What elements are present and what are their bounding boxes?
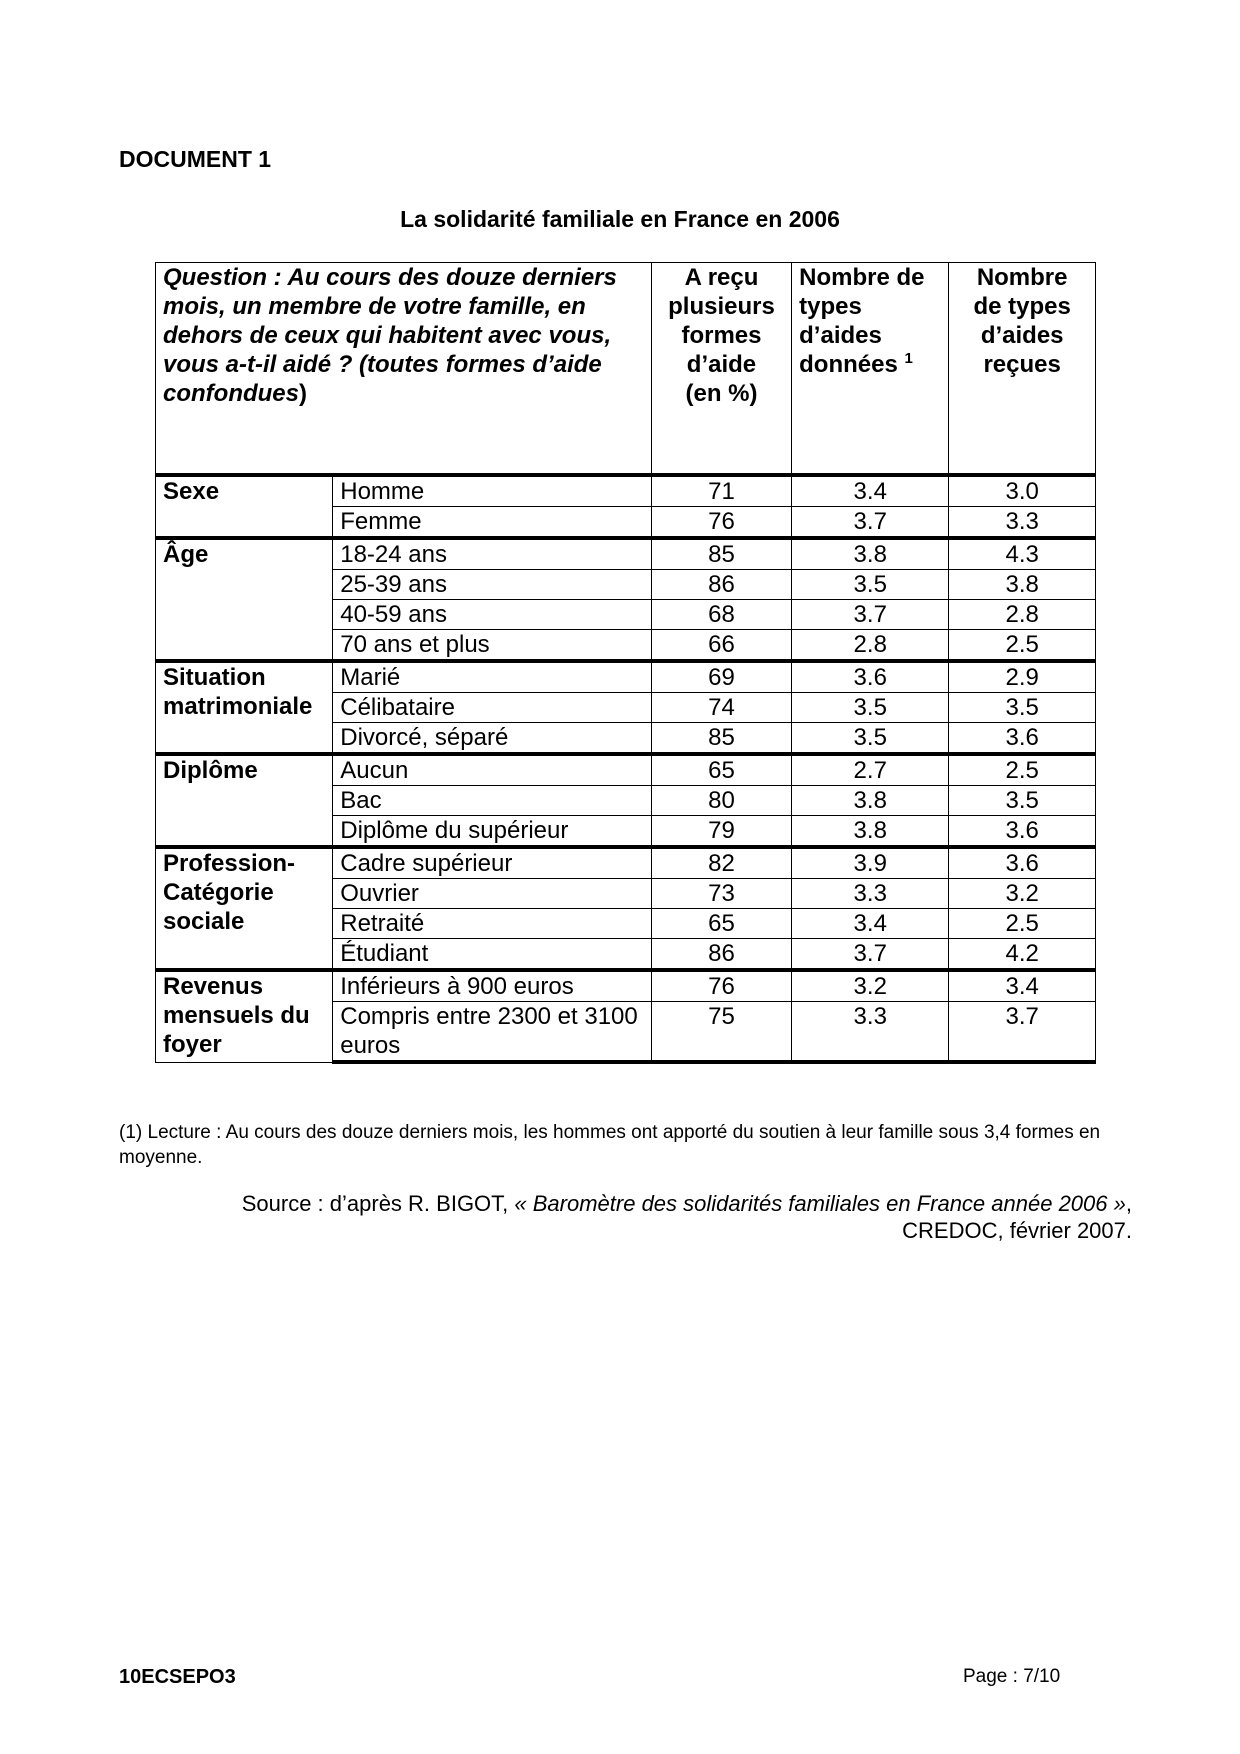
received-cell: 4.2: [949, 939, 1096, 971]
category-cell: Sexe: [156, 475, 333, 538]
given-header: [792, 263, 949, 476]
category-cell: Âge: [156, 538, 333, 661]
given-cell: 3.3: [792, 1002, 949, 1063]
pct-cell: 86: [651, 570, 791, 600]
row-label-cell: Cadre supérieur: [333, 847, 652, 879]
given-header-line: types: [799, 293, 862, 320]
row-label-cell: 70 ans et plus: [333, 630, 652, 662]
footer-code: 10ECSEPO3: [119, 1666, 236, 1688]
pct-header-line: plusieurs: [668, 293, 775, 320]
row-label-cell: 25-39 ans: [333, 570, 652, 600]
received-cell: 3.4: [949, 970, 1096, 1002]
given-cell: 3.5: [792, 723, 949, 755]
received-header-line: de types: [973, 293, 1071, 320]
given-cell: 3.6: [792, 661, 949, 693]
source-prefix: Source : d’après R. BIGOT,: [241, 1191, 515, 1216]
row-label-cell: 18-24 ans: [333, 538, 652, 570]
pct-cell: 66: [651, 630, 791, 662]
given-cell: 3.2: [792, 970, 949, 1002]
pct-cell: 76: [651, 507, 791, 539]
given-cell: 3.5: [792, 570, 949, 600]
pct-cell: 71: [651, 475, 791, 507]
received-cell: 2.5: [949, 630, 1096, 662]
table-row: [156, 754, 1096, 786]
pct-header-line: (en %): [685, 380, 758, 407]
row-label-cell: 40-59 ans: [333, 600, 652, 630]
received-cell: 3.6: [949, 723, 1096, 755]
given-cell: 3.8: [792, 538, 949, 570]
category-cell: Revenus mensuels du foyer: [156, 970, 333, 1062]
row-label-cell: Diplôme du supérieur: [333, 816, 652, 848]
footnote-marker: 1: [904, 350, 913, 367]
received-cell: 3.8: [949, 570, 1096, 600]
row-label-cell: Divorcé, séparé: [333, 723, 652, 755]
source-publisher: CREDOC, février 2007.: [902, 1218, 1132, 1243]
row-label-cell: Retraité: [333, 909, 652, 939]
pct-cell: 82: [651, 847, 791, 879]
given-header-line: d’aides: [799, 322, 882, 349]
pct-header-line: A reçu: [684, 264, 759, 291]
footer-page-number: Page : 7/10: [963, 1666, 1061, 1687]
given-header-line: données: [799, 351, 898, 378]
question-close: ): [299, 380, 307, 407]
row-label-cell: Inférieurs à 900 euros: [333, 970, 652, 1002]
solidarity-table: [155, 262, 1096, 1064]
pct-cell: 86: [651, 939, 791, 971]
pct-cell: 85: [651, 723, 791, 755]
given-cell: 3.4: [792, 475, 949, 507]
table-header-row: [156, 263, 1096, 476]
pct-cell: 76: [651, 970, 791, 1002]
received-cell: 3.6: [949, 847, 1096, 879]
table-row: [156, 970, 1096, 1002]
given-cell: 3.3: [792, 879, 949, 909]
received-cell: 3.3: [949, 507, 1096, 539]
given-cell: 3.7: [792, 939, 949, 971]
pct-cell: 74: [651, 693, 791, 723]
row-label-cell: Étudiant: [333, 939, 652, 971]
received-cell: 3.5: [949, 786, 1096, 816]
given-cell: 3.7: [792, 507, 949, 539]
row-label-cell: Compris entre 2300 et 3100 euros: [333, 1002, 652, 1063]
received-cell: 3.7: [949, 1002, 1096, 1063]
given-cell: 3.8: [792, 816, 949, 848]
row-label-cell: Aucun: [333, 754, 652, 786]
row-label-cell: Homme: [333, 475, 652, 507]
pct-cell: 79: [651, 816, 791, 848]
pct-cell: 85: [651, 538, 791, 570]
given-cell: 3.9: [792, 847, 949, 879]
given-header-line: Nombre de: [799, 264, 925, 291]
pct-header: [651, 263, 791, 476]
received-header: [949, 263, 1096, 476]
row-label-cell: Célibataire: [333, 693, 652, 723]
pct-cell: 73: [651, 879, 791, 909]
table-title: La solidarité familiale en France en 2006: [400, 206, 840, 232]
pct-cell: 68: [651, 600, 791, 630]
source-work: « Baromètre des solidarités familiales en France année 2006 »: [514, 1191, 1126, 1216]
received-header-line: reçues: [983, 351, 1061, 378]
received-cell: 3.2: [949, 879, 1096, 909]
table-row: [156, 475, 1096, 507]
table-row: [156, 847, 1096, 879]
pct-cell: 65: [651, 909, 791, 939]
received-cell: 2.5: [949, 909, 1096, 939]
received-cell: 2.9: [949, 661, 1096, 693]
received-cell: 3.5: [949, 693, 1096, 723]
received-header-line: d’aides: [980, 322, 1064, 349]
pct-cell: 80: [651, 786, 791, 816]
question-text: Question : Au cours des douze derniers mois, un membre de votre famille, en dehors de ceux qui habitent avec vous, vous a-t-il aidé ? (toutes formes d’aide confondues: [163, 264, 617, 407]
given-cell: 3.4: [792, 909, 949, 939]
received-cell: 3.0: [949, 475, 1096, 507]
reading-note: (1) Lecture : Au cours des douze derniers mois, les hommes ont apporté du soutien à leur famille sous 3,4 formes en moyenne.: [119, 1122, 1101, 1168]
pct-header-line: d’aide: [686, 351, 757, 378]
source-suffix: ,: [1125, 1191, 1132, 1216]
row-label-cell: Ouvrier: [333, 879, 652, 909]
received-cell: 2.5: [949, 754, 1096, 786]
row-label-cell: Femme: [333, 507, 652, 539]
category-cell: Diplôme: [156, 754, 333, 847]
pct-header-line: formes: [681, 322, 762, 349]
received-cell: 3.6: [949, 816, 1096, 848]
given-cell: 2.8: [792, 630, 949, 662]
category-cell: Profession-Catégorie sociale: [156, 847, 333, 970]
pct-cell: 75: [651, 1002, 791, 1063]
row-label-cell: Bac: [333, 786, 652, 816]
pct-cell: 65: [651, 754, 791, 786]
document-label: DOCUMENT 1: [119, 146, 272, 172]
pct-cell: 69: [651, 661, 791, 693]
given-cell: 3.7: [792, 600, 949, 630]
category-cell: Situation matrimoniale: [156, 661, 333, 754]
table-row: [156, 538, 1096, 570]
received-header-line: Nombre: [976, 264, 1068, 291]
table-row: [156, 661, 1096, 693]
received-cell: 4.3: [949, 538, 1096, 570]
given-cell: 3.5: [792, 693, 949, 723]
row-label-cell: Marié: [333, 661, 652, 693]
given-cell: 3.8: [792, 786, 949, 816]
source-citation: [150, 1190, 1132, 1244]
given-cell: 2.7: [792, 754, 949, 786]
question-header: [156, 263, 652, 476]
received-cell: 2.8: [949, 600, 1096, 630]
